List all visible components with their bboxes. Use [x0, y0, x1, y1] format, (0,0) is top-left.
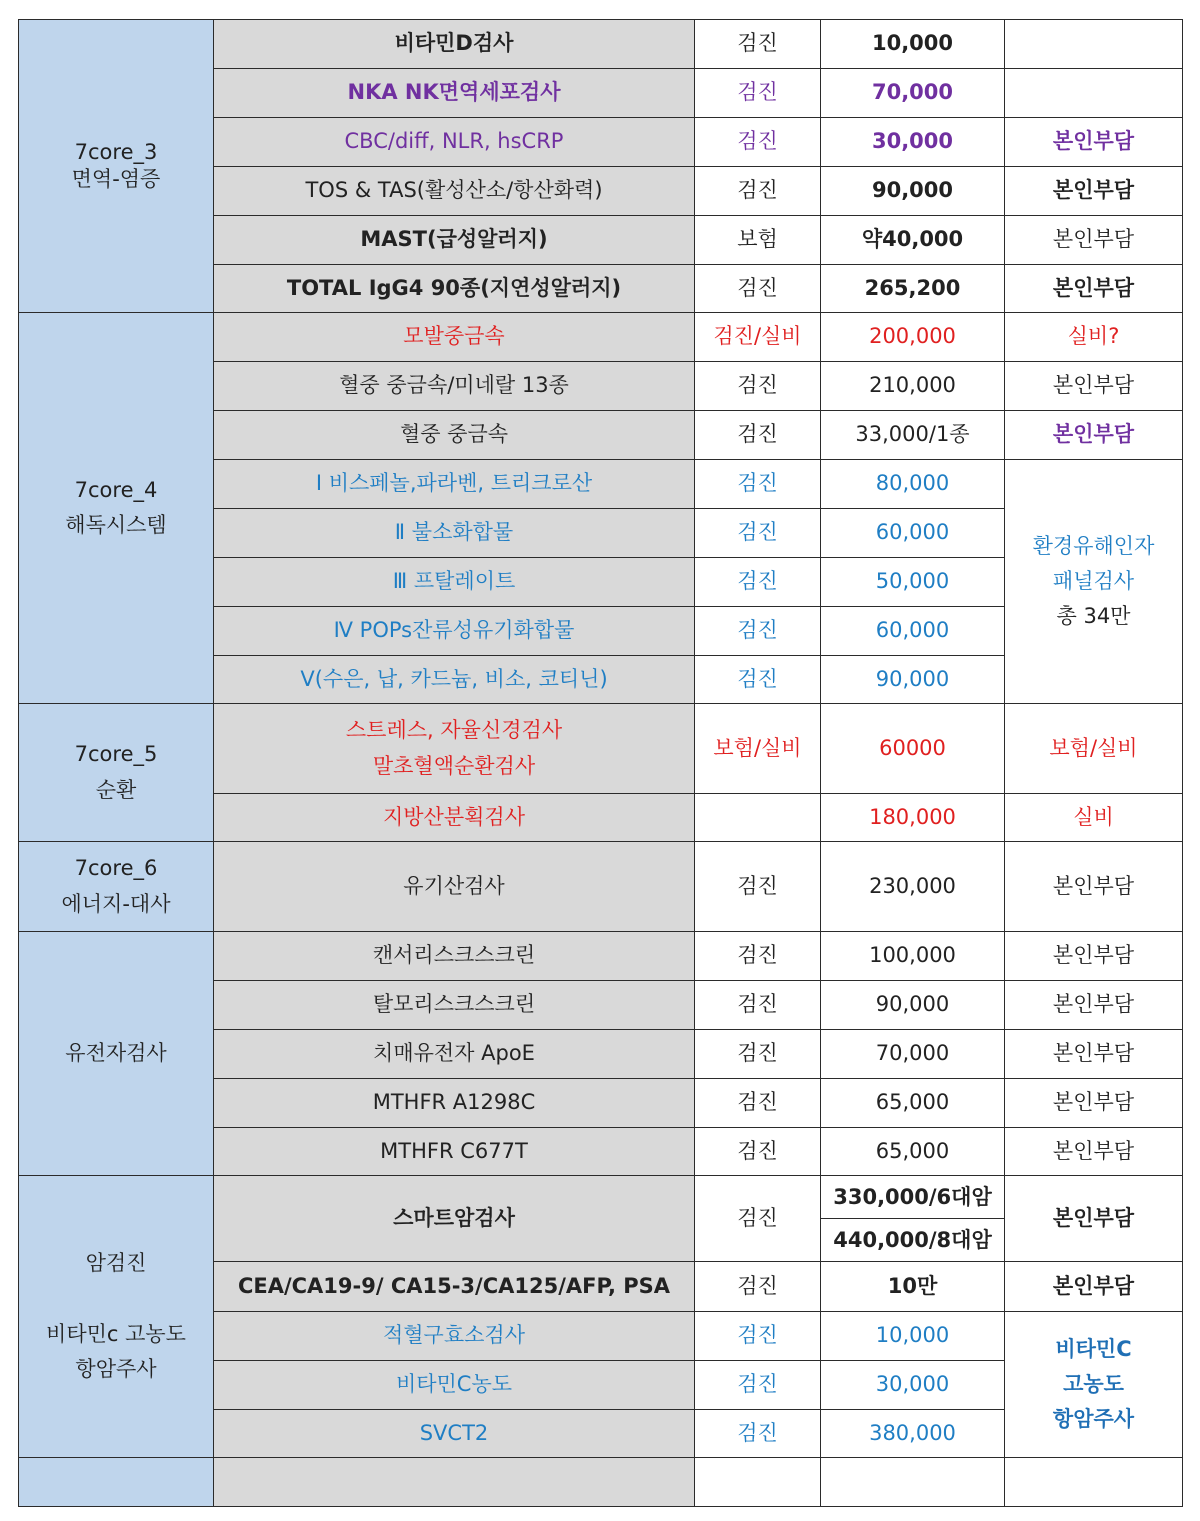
vitc-injection-note: [1005, 1312, 1183, 1458]
test-name: TOTAL IgG4 90종(지연성알러지): [214, 265, 695, 313]
price: 80,000: [821, 460, 1005, 509]
category-cell: [19, 1458, 214, 1507]
price: 30,000: [821, 118, 1005, 167]
payment: 본인부담: [1005, 842, 1183, 932]
exam-type: 검진: [695, 1361, 821, 1410]
price: 10,000: [821, 1312, 1005, 1361]
table-row: [19, 20, 1183, 69]
price: 60,000: [821, 607, 1005, 656]
price: 70,000: [821, 1030, 1005, 1079]
price: 33,000/1종: [821, 411, 1005, 460]
table-row: [19, 932, 1183, 981]
price: 60,000: [821, 509, 1005, 558]
price: 90,000: [821, 656, 1005, 704]
test-name: TOS & TAS(활성산소/항산화력): [214, 167, 695, 216]
exam-type: 검진: [695, 167, 821, 216]
exam-type: 검진: [695, 509, 821, 558]
test-name: 모발중금속: [214, 313, 695, 362]
payment: [1005, 69, 1183, 118]
exam-type: 검진: [695, 932, 821, 981]
price: 90,000: [821, 167, 1005, 216]
test-name: Ⅳ POPs잔류성유기화합물: [214, 607, 695, 656]
price-split: [821, 1176, 1005, 1262]
table-row: [19, 704, 1183, 794]
test-name: V(수은, 납, 카드늄, 비소, 코티닌): [214, 656, 695, 704]
price: 210,000: [821, 362, 1005, 411]
payment: [1005, 20, 1183, 69]
category-label: 에너지-대사: [61, 891, 171, 916]
table-row: [19, 313, 1183, 362]
payment: 본인부담: [1005, 981, 1183, 1030]
price: 10만: [821, 1262, 1005, 1312]
category-label: 유전자검사: [65, 1040, 167, 1065]
exam-type: 검진: [695, 118, 821, 167]
category-label: 7core_4: [74, 477, 158, 502]
exam-type: 검진: [695, 1410, 821, 1458]
vitc-note-label: 항암주사: [1052, 1407, 1135, 1432]
exam-type: 검진: [695, 607, 821, 656]
payment: 본인부담: [1005, 265, 1183, 313]
vitc-note-label: 비타민C: [1055, 1336, 1132, 1361]
payment: [1005, 1458, 1183, 1507]
test-name: 탈모리스크스크린: [214, 981, 695, 1030]
price: 380,000: [821, 1410, 1005, 1458]
price: 70,000: [821, 69, 1005, 118]
test-name: 스마트암검사: [214, 1176, 695, 1262]
vitc-note-label: 고농도: [1063, 1371, 1124, 1396]
payment: 본인부담: [1005, 362, 1183, 411]
category-label: 7core_5: [74, 742, 158, 767]
payment: 보험/실비: [1005, 704, 1183, 794]
env-panel-total: 총 34만: [1056, 604, 1131, 629]
price: 200,000: [821, 313, 1005, 362]
test-name: 캔서리스크스크린: [214, 932, 695, 981]
exam-price-table: [18, 19, 1183, 1507]
env-panel-note: [1005, 460, 1183, 704]
test-name: SVCT2: [214, 1410, 695, 1458]
exam-type: 보험: [695, 216, 821, 265]
price: 230,000: [821, 842, 1005, 932]
table-row: [19, 1458, 1183, 1507]
payment: 본인부담: [1005, 1176, 1183, 1262]
price: 50,000: [821, 558, 1005, 607]
test-name: MAST(급성알러지): [214, 216, 695, 265]
test-name: [214, 1458, 695, 1507]
payment: 실비: [1005, 794, 1183, 842]
category-cell: [19, 704, 214, 842]
exam-type: 검진: [695, 1262, 821, 1312]
category-label: 7core_3: [74, 139, 158, 164]
table-row: [19, 1176, 1183, 1262]
table-row: [19, 842, 1183, 932]
test-name: 유기산검사: [214, 842, 695, 932]
exam-type: 검진/실비: [695, 313, 821, 362]
test-name: CBC/diff, NLR, hsCRP: [214, 118, 695, 167]
test-name: 치매유전자 ApoE: [214, 1030, 695, 1079]
price: 약40,000: [821, 216, 1005, 265]
test-name-line: 말초혈액순환검사: [372, 753, 536, 778]
test-name: 혈중 중금속/미네랄 13종: [214, 362, 695, 411]
test-name: MTHFR A1298C: [214, 1079, 695, 1128]
test-name: 비타민C농도: [214, 1361, 695, 1410]
price: 65,000: [821, 1079, 1005, 1128]
payment: 본인부담: [1005, 118, 1183, 167]
payment: 본인부담: [1005, 411, 1183, 460]
category-cell: [19, 932, 214, 1176]
test-name: NKA NK면역세포검사: [214, 69, 695, 118]
price: 440,000/8대암: [833, 1228, 992, 1252]
category-cell: [19, 20, 214, 313]
exam-type: 보험/실비: [695, 704, 821, 794]
category-label: 암검진: [85, 1250, 147, 1275]
price: 60000: [821, 704, 1005, 794]
test-name: Ⅰ 비스페놀,파라벤, 트리크로산: [214, 460, 695, 509]
exam-type: 검진: [695, 69, 821, 118]
payment: 본인부담: [1005, 1128, 1183, 1176]
category-cell: [19, 1176, 214, 1458]
price: 10,000: [821, 20, 1005, 69]
test-name: 비타민D검사: [214, 20, 695, 69]
exam-type: 검진: [695, 656, 821, 704]
payment: 본인부담: [1005, 1262, 1183, 1312]
exam-type: [695, 1458, 821, 1507]
exam-type: 검진: [695, 20, 821, 69]
category-label: 항암주사: [75, 1357, 157, 1382]
env-panel-label: 환경유해인자: [1032, 533, 1155, 558]
exam-type: 검진: [695, 1079, 821, 1128]
payment: 본인부담: [1005, 1030, 1183, 1079]
test-name: CEA/CA19-9/ CA15-3/CA125/AFP, PSA: [214, 1262, 695, 1312]
exam-type: [695, 794, 821, 842]
exam-type: 검진: [695, 265, 821, 313]
price: 100,000: [821, 932, 1005, 981]
test-name: Ⅲ 프탈레이트: [214, 558, 695, 607]
price: 265,200: [821, 265, 1005, 313]
exam-type: 검진: [695, 1128, 821, 1176]
exam-type: 검진: [695, 1030, 821, 1079]
category-label: 해독시스템: [65, 513, 167, 537]
exam-type: 검진: [695, 1312, 821, 1361]
test-name: 혈중 중금속: [214, 411, 695, 460]
price: 90,000: [821, 981, 1005, 1030]
price: 65,000: [821, 1128, 1005, 1176]
exam-type: 검진: [695, 460, 821, 509]
env-panel-label: 패널검사: [1052, 568, 1135, 593]
test-name: 적혈구효소검사: [214, 1312, 695, 1361]
exam-type: 검진: [695, 1176, 821, 1262]
test-name: [214, 704, 695, 794]
exam-type: 검진: [695, 842, 821, 932]
price: 180,000: [821, 794, 1005, 842]
payment: 본인부담: [1005, 216, 1183, 265]
category-label: 7core_6: [74, 856, 158, 881]
category-label: 비타민c 고농도: [46, 1321, 186, 1346]
exam-type: 검진: [695, 411, 821, 460]
test-name: MTHFR C677T: [214, 1128, 695, 1176]
test-name: 지방산분획검사: [214, 794, 695, 842]
exam-type: 검진: [695, 981, 821, 1030]
category-label: 면역-염증: [71, 167, 161, 191]
price: 330,000/6대암: [821, 1176, 1004, 1219]
category-cell: [19, 842, 214, 932]
payment: 본인부담: [1005, 932, 1183, 981]
test-name: Ⅱ 불소화합물: [214, 509, 695, 558]
payment: 본인부담: [1005, 167, 1183, 216]
payment: 실비?: [1005, 313, 1183, 362]
category-label: 순환: [95, 777, 137, 802]
price: 30,000: [821, 1361, 1005, 1410]
exam-type: 검진: [695, 362, 821, 411]
price: [821, 1458, 1005, 1507]
test-name-line: 스트레스, 자율신경검사: [345, 718, 563, 743]
payment: 본인부담: [1005, 1079, 1183, 1128]
exam-type: 검진: [695, 558, 821, 607]
category-cell: [19, 313, 214, 704]
